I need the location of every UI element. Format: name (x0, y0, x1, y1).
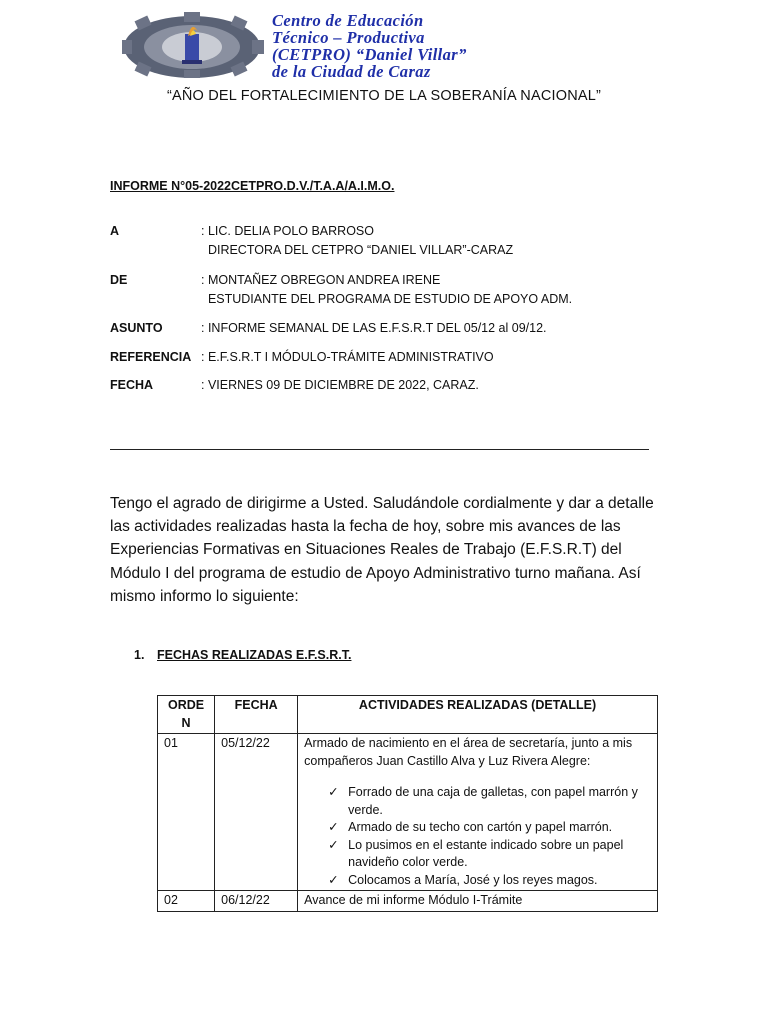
row-value: : VIERNES 09 DE DICIEMBRE DE 2022, CARAZ. (201, 378, 479, 392)
year-motto: “AÑO DEL FORTALECIMIENTO DE LA SOBERANÍA NACIONAL” (166, 88, 602, 104)
list-item-text: Lo pusimos en el estante indicado sobre un papel navideño color verde. (348, 837, 624, 869)
row-key: A (110, 224, 120, 238)
header-orden: ORDE N (158, 696, 215, 734)
institution-line: (CETPRO) “Daniel Villar” (272, 45, 467, 64)
list-item (328, 837, 651, 872)
check-icon: ✓ (328, 872, 339, 887)
row-value: : MONTAÑEZ OBREGON ANDREA IRENE (201, 273, 441, 287)
institution-line: Técnico – Productiva (272, 28, 425, 47)
check-icon: ✓ (328, 785, 339, 799)
table-header-row (158, 696, 658, 734)
row-key: DE (110, 273, 128, 287)
activities-table (157, 695, 658, 912)
list-item-text: Forrado de una caja de galletas, con papel marrón y verde. (348, 785, 638, 817)
separator-line (110, 449, 649, 450)
checklist (304, 784, 651, 889)
institution-line: Centro de Educación (272, 11, 424, 30)
cell-fecha: 05/12/22 (215, 734, 298, 891)
list-item-text: Colocamos a María, José y los reyes magos. (348, 872, 598, 887)
list-item (328, 872, 651, 890)
check-icon: ✓ (328, 837, 339, 852)
row-value: ESTUDIANTE DEL PROGRAMA DE ESTUDIO DE APOYO ADM. (201, 292, 573, 306)
row-value: : INFORME SEMANAL DE LAS E.F.S.R.T DEL 05/12 al 09/12. (201, 321, 547, 335)
list-item (328, 819, 651, 837)
row-value: : LIC. DELIA POLO BARROSO (201, 224, 374, 238)
row-key: FECHA (110, 378, 154, 392)
list-item (328, 784, 651, 819)
cetpro-logo (122, 12, 272, 78)
informe-reference: INFORME N°05-2022CETPRO.D.V./T.A.A/A.I.M.O. (110, 179, 395, 193)
body-paragraph: Tengo el agrado de dirigirme a Usted. Saludándole cordialmente y dar a detalle las actividades realizadas hasta la fecha de hoy, sobre mis avances de las Experiencias Formativas en Situaciones Reales de Trabajo (E.F.S.R.T) del Módulo I del programa de estudio de Apoyo Administrativo turno mañana. Así mismo informo lo siguiente: (110, 495, 654, 605)
institution-name (272, 12, 467, 80)
header-actividades: ACTIVIDADES REALIZADAS (DETALLE) (298, 696, 658, 734)
section-title: FECHAS REALIZADAS E.F.S.R.T. (157, 648, 352, 662)
row-value: DIRECTORA DEL CETPRO “DANIEL VILLAR”-CARAZ (201, 243, 514, 257)
row-value: : E.F.S.R.T I MÓDULO-TRÁMITE ADMINISTRATIVO (201, 350, 494, 364)
check-icon: ✓ (328, 820, 339, 834)
cell-actividad: Avance de mi informe Módulo I-Trámite (298, 891, 658, 912)
table-row (158, 734, 658, 891)
cell-orden: 01 (158, 734, 215, 891)
cell-fecha: 06/12/22 (215, 891, 298, 912)
institution-line: de la Ciudad de Caraz (272, 62, 431, 81)
section-heading (134, 648, 351, 662)
row-key: ASUNTO (110, 321, 163, 335)
row-key: REFERENCIA (110, 350, 192, 364)
cell-orden: 02 (158, 891, 215, 912)
table-row (158, 891, 658, 912)
section-number: 1. (134, 648, 145, 662)
cell-actividad (298, 734, 658, 891)
list-item-text: Armado de su techo con cartón y papel marrón. (348, 820, 613, 834)
activity-text: Armado de nacimiento en el área de secretaría, junto a mis compañeros Juan Castillo Alva y Luz Rivera Alegre: (304, 736, 633, 768)
header-fecha: FECHA (215, 696, 298, 734)
